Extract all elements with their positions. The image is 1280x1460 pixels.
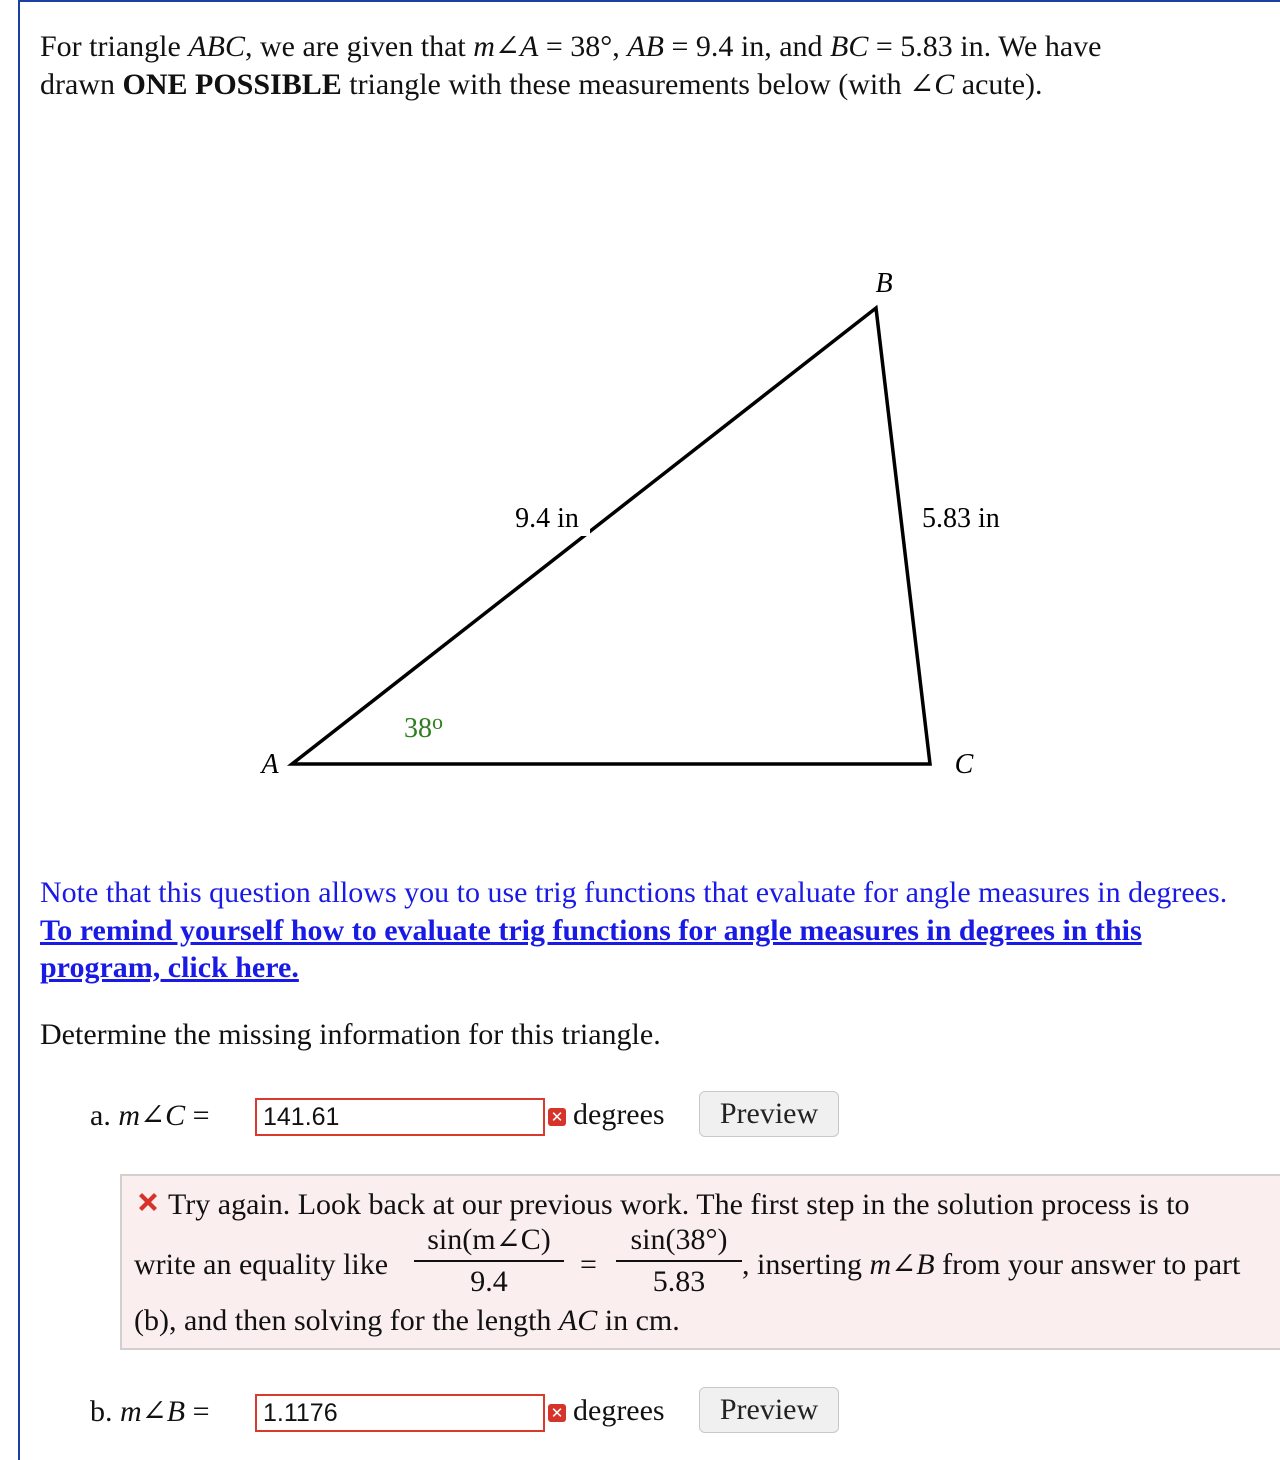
feedback-equals: = — [580, 1248, 597, 1281]
instructions-text: Determine the missing information for this triangle. — [40, 1018, 661, 1051]
fraction-1-denominator: 9.4 — [470, 1265, 508, 1298]
angle-c-name: ∠C — [909, 68, 955, 101]
feedback-text-1: Try again. Look back at our previous work. The first step in the solution process is to — [168, 1188, 1190, 1221]
part-b-label — [90, 1393, 210, 1431]
part-b-units: degrees — [573, 1394, 665, 1427]
intro-text-4: triangle with these measurements below (with — [341, 68, 910, 101]
feedback-message-box — [120, 1174, 1280, 1350]
triangle-name: ABC — [188, 30, 245, 63]
feedback-before-fraction: write an equality like — [134, 1248, 389, 1281]
intro-text-3: drawn — [40, 68, 123, 101]
part-a-label — [90, 1097, 210, 1135]
feedback-line-3-b: in cm. — [597, 1304, 680, 1337]
side-bc-label: 5.83 in — [922, 503, 1000, 534]
part-a-answer-input[interactable] — [255, 1098, 545, 1136]
part-b-angle: ∠B — [141, 1395, 186, 1428]
angle-a-name: ∠A — [494, 30, 539, 63]
measure-m: m — [473, 30, 495, 63]
feedback-incorrect-icon — [134, 1188, 162, 1216]
side-ab-value: = 9.4 in, and — [663, 30, 831, 63]
part-a-prefix: a. — [90, 1099, 119, 1132]
feedback-line-3-a: (b), and then solving for the length — [134, 1304, 559, 1337]
fraction-2-numerator: sin(38°) — [630, 1223, 728, 1256]
part-b-measure-m: m — [120, 1395, 142, 1428]
angle-a-label — [404, 709, 443, 744]
part-b-incorrect-icon: ✕ — [548, 1404, 566, 1422]
fraction-2-bar — [616, 1260, 742, 1262]
part-b-prefix: b. — [90, 1395, 120, 1428]
side-bc-name: BC — [830, 30, 869, 63]
feedback-fraction-2 — [616, 1222, 742, 1300]
vertex-label-b: B — [875, 268, 893, 299]
intro-text-2: , we are given that — [244, 30, 474, 63]
feedback-inserting: , inserting — [742, 1248, 870, 1281]
part-a-incorrect-icon: ✕ — [548, 1108, 566, 1126]
feedback-angle-b: ∠B — [891, 1248, 935, 1281]
one-possible-emphasis: ONE POSSIBLE — [122, 68, 342, 101]
angle-a-value: = 38°, — [538, 30, 628, 63]
side-bc-value: = 5.83 in. We have — [868, 30, 1102, 63]
fraction-1-bar — [414, 1260, 564, 1262]
feedback-side-ac: AC — [558, 1304, 598, 1337]
part-a-preview-button[interactable]: Preview — [699, 1091, 839, 1137]
part-a-units: degrees — [573, 1098, 665, 1131]
part-a-measure-m: m — [118, 1099, 140, 1132]
trig-help-link[interactable]: To remind yourself how to evaluate trig functions for angle measures in degrees in this program, click here. — [40, 914, 1142, 984]
vertex-label-c: C — [954, 749, 974, 780]
feedback-line-3 — [134, 1302, 680, 1340]
intro-text-5: acute). — [954, 68, 1043, 101]
fraction-2-denominator: 5.83 — [652, 1265, 706, 1298]
intro-text-1: For triangle — [40, 30, 189, 63]
angle-a-degree-mark: o — [432, 709, 443, 734]
feedback-after-angle: from your answer to part — [934, 1248, 1241, 1281]
feedback-after-fraction — [742, 1246, 1240, 1284]
side-ab-label: 9.4 in — [515, 503, 579, 534]
part-b-preview-button[interactable]: Preview — [699, 1387, 839, 1433]
angle-a-number: 38 — [404, 713, 432, 744]
fraction-1-numerator: sin(m∠C) — [427, 1223, 551, 1256]
feedback-measure-m: m — [869, 1248, 892, 1281]
part-b-answer-input[interactable] — [255, 1394, 545, 1432]
vertex-label-a: A — [261, 749, 279, 780]
feedback-fraction-1 — [414, 1222, 564, 1300]
trig-degrees-note: Note that this question allows you to use trig functions that evaluate for angle measures in degrees. — [40, 876, 1228, 909]
side-ab-name: AB — [627, 30, 664, 63]
triangle-shape — [292, 308, 930, 764]
part-a-equals: = — [185, 1099, 210, 1132]
part-b-equals: = — [185, 1395, 210, 1428]
feedback-line-1 — [134, 1186, 1190, 1224]
part-a-angle: ∠C — [140, 1099, 186, 1132]
